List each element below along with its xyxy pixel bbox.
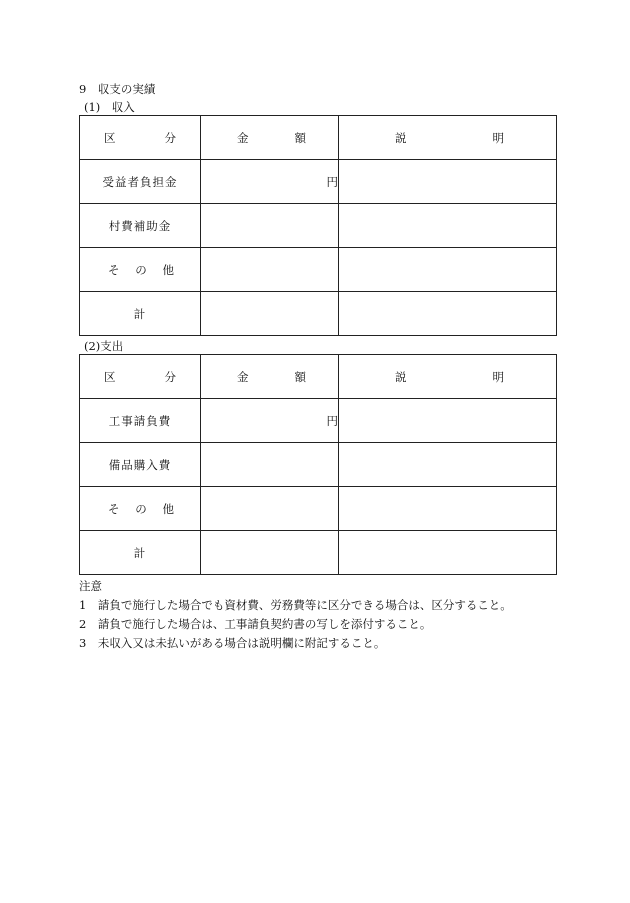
description-cell xyxy=(339,487,557,531)
note-item: 1 請負で施行した場合でも資材費、労務費等に区分できる場合は、区分すること。 xyxy=(79,598,512,612)
amount-cell xyxy=(201,292,339,336)
note-item: 2 請負で施行した場合は、工事請負契約書の写しを添付すること。 xyxy=(79,617,432,631)
row-label: 受益者負担金 xyxy=(80,160,201,204)
header-category: 区 分 xyxy=(80,116,201,160)
amount-cell xyxy=(201,248,339,292)
description-cell xyxy=(339,160,557,204)
row-label: そ の 他 xyxy=(80,248,201,292)
note-item: 3 未収入又は未払いがある場合は説明欄に附記すること。 xyxy=(79,636,386,650)
table-row-total xyxy=(80,292,557,336)
header-amount: 金 額 xyxy=(201,355,339,399)
amount-cell: 円 xyxy=(201,399,339,443)
table-row xyxy=(80,248,557,292)
amount-cell xyxy=(201,531,339,575)
row-label: 計 xyxy=(80,292,201,336)
description-cell xyxy=(339,248,557,292)
table-header-row xyxy=(80,116,557,160)
amount-cell xyxy=(201,204,339,248)
expense-table xyxy=(79,354,557,575)
table-row xyxy=(80,204,557,248)
description-cell xyxy=(339,443,557,487)
expense-heading: (2)支出 xyxy=(84,339,124,353)
table-header-row xyxy=(80,355,557,399)
header-description: 説 明 xyxy=(339,116,557,160)
row-label: 工事請負費 xyxy=(80,399,201,443)
section-title: 9 収支の実績 xyxy=(79,82,156,96)
row-label: 村費補助金 xyxy=(80,204,201,248)
row-label: 計 xyxy=(80,531,201,575)
table-row xyxy=(80,443,557,487)
header-amount: 金 額 xyxy=(201,116,339,160)
description-cell xyxy=(339,204,557,248)
notes-title: 注意 xyxy=(79,579,102,593)
amount-cell: 円 xyxy=(201,160,339,204)
table-row-total xyxy=(80,531,557,575)
income-table xyxy=(79,115,557,336)
header-category: 区 分 xyxy=(80,355,201,399)
description-cell xyxy=(339,292,557,336)
table-row xyxy=(80,399,557,443)
table-row xyxy=(80,487,557,531)
row-label: 備品購入費 xyxy=(80,443,201,487)
table-row xyxy=(80,160,557,204)
description-cell xyxy=(339,399,557,443)
amount-cell xyxy=(201,487,339,531)
income-heading: (1) 収入 xyxy=(84,100,135,114)
header-description: 説 明 xyxy=(339,355,557,399)
amount-cell xyxy=(201,443,339,487)
row-label: そ の 他 xyxy=(80,487,201,531)
description-cell xyxy=(339,531,557,575)
